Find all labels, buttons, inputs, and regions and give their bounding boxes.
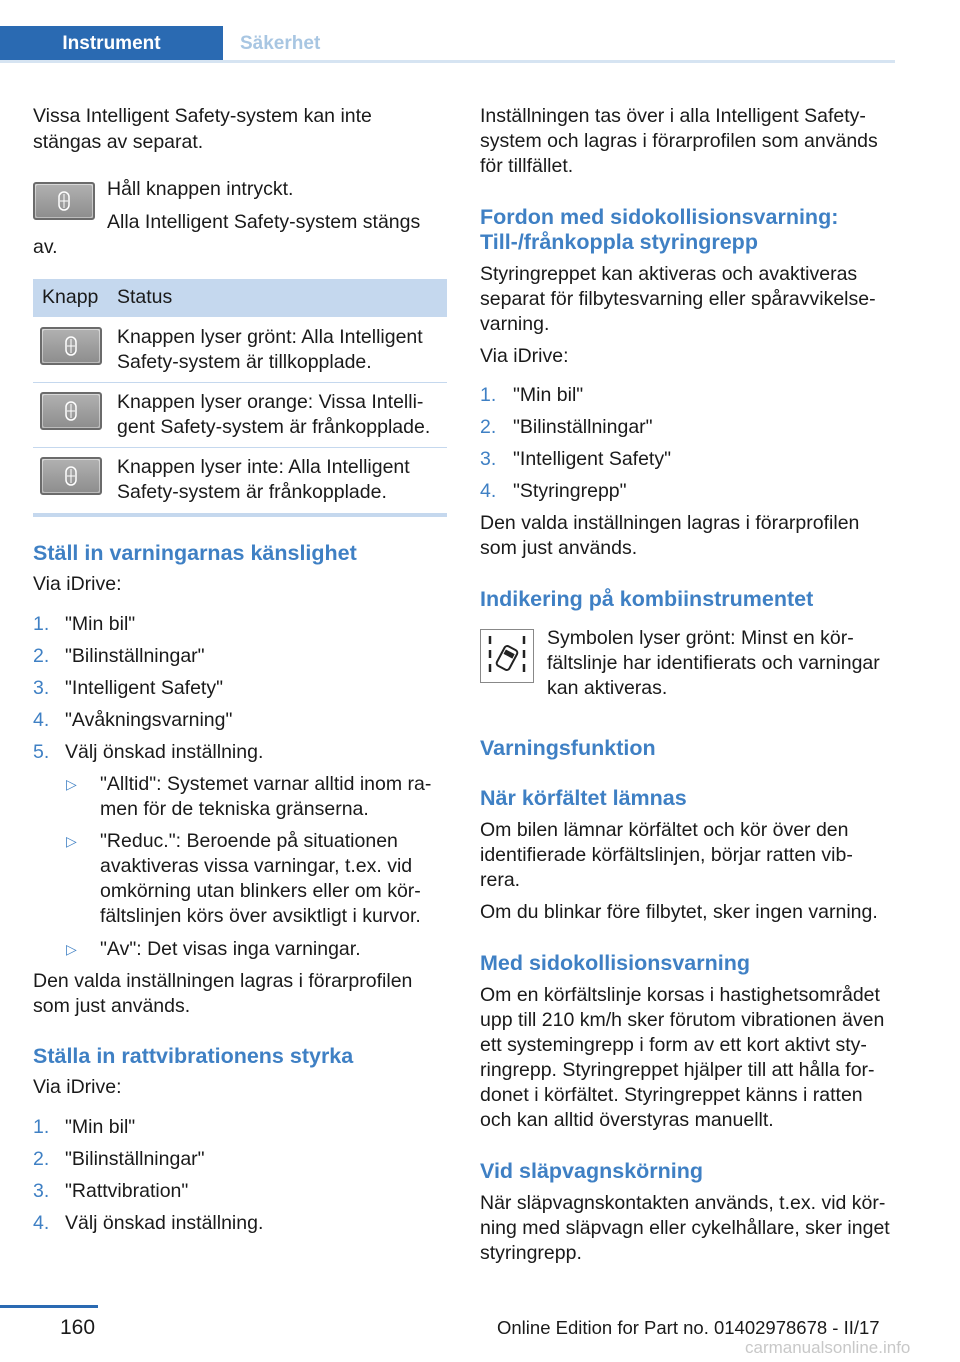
watermark: carmanualsonline.info <box>745 1338 911 1357</box>
step-number: 3. <box>480 448 497 470</box>
page-number: 160 <box>60 1316 96 1339</box>
section-title-trailer: Vid släpvagnskörning <box>480 1159 704 1183</box>
footer-rule <box>0 1305 98 1308</box>
step-number: 2. <box>33 645 50 667</box>
section-title-side: Till-/frånkoppla styringrepp <box>480 230 758 254</box>
saved-note: som just används. <box>33 995 191 1017</box>
table-row-2-l1: Knappen lyser orange: Vissa Intelli- <box>117 391 424 413</box>
step-number: 3. <box>33 677 50 699</box>
sub-item-line: avaktiveras vissa varningar, t.ex. vid <box>100 855 413 877</box>
bullet-triangle-icon: ▷ <box>66 776 77 792</box>
step-number: 1. <box>33 1116 50 1138</box>
body-line: Om bilen lämnar körfältet och kör över den <box>480 819 849 841</box>
step-text: "Bilinställningar" <box>65 645 205 667</box>
body-line: ning med släpvagn eller cykelhållare, sker inget <box>480 1217 890 1239</box>
body-line: styringrepp. <box>480 1242 582 1264</box>
saved-note: Den valda inställningen lagras i förarprofilen <box>33 970 413 992</box>
step-text: "Min bil" <box>65 1116 136 1138</box>
step-text: "Min bil" <box>65 613 136 635</box>
header-rule <box>0 60 895 63</box>
right-intro-line: system och lagras i förarprofilen som används <box>480 130 878 152</box>
via-idrive: Via iDrive: <box>33 573 122 595</box>
body-line: Om du blinkar före filbytet, sker ingen varning. <box>480 901 878 923</box>
sub-item-line: "Reduc.": Beroende på situationen <box>100 830 398 852</box>
indicator-text: fältslinje har identifierats och varningar <box>547 652 880 674</box>
sub-item-line: omkörning utan blinkers eller om kör- <box>100 880 421 902</box>
step-number: 5. <box>33 741 50 763</box>
hold-result-cont: av. <box>33 236 58 258</box>
step-text: Välj önskad inställning. <box>65 1212 264 1234</box>
step-number: 4. <box>33 1212 50 1234</box>
section-title-side-collision: Med sidokollisionsvarning <box>480 951 750 975</box>
edition-note: Online Edition for Part no. 01402978678 - II/17 <box>497 1317 880 1338</box>
section-title-side: Fordon med sidokollisionsvarning: <box>480 205 839 229</box>
table-divider <box>33 447 447 448</box>
button-orange-icon <box>40 392 102 430</box>
step-number: 4. <box>480 480 497 502</box>
indicator-text: Symbolen lyser grönt: Minst en kör- <box>547 627 854 649</box>
sub-item-line: fältslinjen körs över avsiktligt i kurvor. <box>100 905 421 927</box>
body-line: identifierade körfältslinjen, börjar ratten vib- <box>480 844 853 866</box>
body-line: separat för filbytesvarning eller spåravvikelse- <box>480 288 876 310</box>
button-off-icon <box>40 457 102 495</box>
step-number: 2. <box>33 1148 50 1170</box>
step-number: 4. <box>33 709 50 731</box>
step-text: "Rattvibration" <box>65 1180 189 1202</box>
sub-item-line: "Alltid": Systemet varnar alltid inom ra- <box>100 773 432 795</box>
step-number: 3. <box>33 1180 50 1202</box>
step-number: 1. <box>480 384 497 406</box>
table-row-1-l1: Knappen lyser grönt: Alla Intelligent <box>117 326 423 348</box>
step-text: Välj önskad inställning. <box>65 741 264 763</box>
step-text: "Min bil" <box>513 384 584 406</box>
table-row-1-l2: Safety-system är tillkopplade. <box>117 351 372 373</box>
indicator-text: kan aktiveras. <box>547 677 668 699</box>
step-text: "Intelligent Safety" <box>65 677 224 699</box>
step-number: 1. <box>33 613 50 635</box>
body-line: upp till 210 km/h sker förutom vibrationen även <box>480 1009 885 1031</box>
body-line: rera. <box>480 869 521 891</box>
table-row-3-l2: Safety-system är frånkopplade. <box>117 481 387 503</box>
table-header-knapp: Knapp <box>42 286 99 308</box>
table-row-3-l1: Knappen lyser inte: Alla Intelligent <box>117 456 410 478</box>
via-idrive: Via iDrive: <box>33 1076 122 1098</box>
step-text: "Styringrepp" <box>513 480 627 502</box>
table-row-2-l2: gent Safety-system är frånkopplade. <box>117 416 431 438</box>
table-bottom-rule <box>33 513 447 517</box>
safety-glyph-icon <box>56 190 72 212</box>
button-green-icon <box>40 327 102 365</box>
section-title-sensitivity: Ställ in varningarnas känslighet <box>33 541 357 565</box>
saved-note: Den valda inställningen lagras i förarprofilen <box>480 512 860 534</box>
right-intro-line: för tillfället. <box>480 155 574 177</box>
body-line: donet i körfältet. Styringreppet känns i ratten <box>480 1084 863 1106</box>
lane-assist-icon <box>480 629 534 683</box>
hold-instruction: Håll knappen intryckt. <box>107 178 294 200</box>
bullet-triangle-icon: ▷ <box>66 941 77 957</box>
section-title-indicator: Indikering på kombiinstrumentet <box>480 587 814 611</box>
body-line: Styringreppet kan aktiveras och avaktiveras <box>480 263 858 285</box>
bullet-triangle-icon: ▷ <box>66 833 77 849</box>
sub-item-line: men för de tekniska gränserna. <box>100 798 369 820</box>
body-line: Om en körfältslinje korsas i hastighetsområdet <box>480 984 880 1006</box>
step-text: "Intelligent Safety" <box>513 448 672 470</box>
table-divider <box>33 382 447 383</box>
section-title-leave-lane: När körfältet lämnas <box>480 786 687 810</box>
safety-button-icon <box>33 182 95 220</box>
body-line: ringrepp. Styringreppet hjälper till att hålla for- <box>480 1059 875 1081</box>
body-line: När släpvagnskontakten används, t.ex. vid kör- <box>480 1192 886 1214</box>
table-header-status: Status <box>117 286 173 308</box>
step-text: "Bilinställningar" <box>65 1148 205 1170</box>
step-number: 2. <box>480 416 497 438</box>
section-title-function: Varningsfunktion <box>480 736 656 760</box>
intro-line: Vissa Intelligent Safety-system kan inte stängas av separat. <box>33 105 372 153</box>
step-text: "Avåkningsvarning" <box>65 709 233 731</box>
step-text: "Bilinställningar" <box>513 416 653 438</box>
tab-sakerhet[interactable]: Säkerhet <box>240 33 321 54</box>
via-idrive: Via iDrive: <box>480 345 569 367</box>
body-line: och kan alltid överstyras manuellt. <box>480 1109 774 1131</box>
body-line: varning. <box>480 313 550 335</box>
right-intro-line: Inställningen tas över i alla Intelligent Safety- <box>480 105 866 127</box>
body-line: ett systemingrepp i form av ett kort aktivt sty- <box>480 1034 867 1056</box>
section-title-vibration: Ställa in rattvibrationens styrka <box>33 1044 354 1068</box>
sub-item-line: "Av": Det visas inga varningar. <box>100 938 361 960</box>
saved-note: som just används. <box>480 537 638 559</box>
hold-result: Alla Intelligent Safety-system stängs <box>107 211 421 233</box>
tab-instrument[interactable]: Instrument <box>0 26 223 62</box>
